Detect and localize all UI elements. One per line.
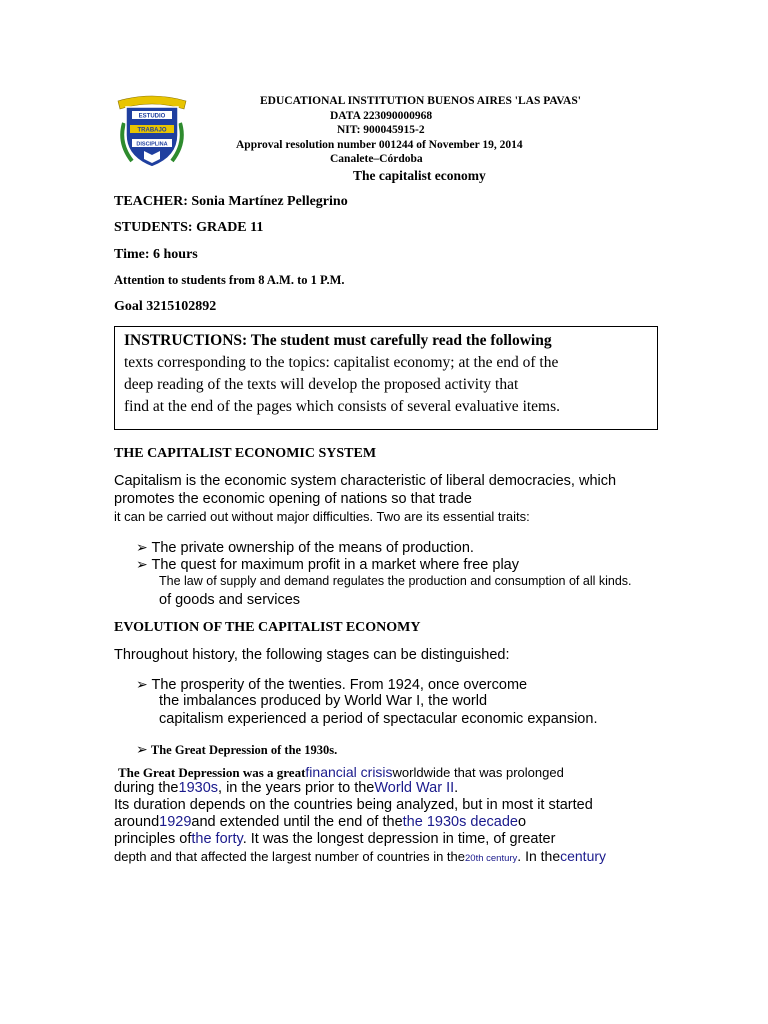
paragraph-line: Its duration depends on the countries being analyzed, but in most it started xyxy=(114,797,593,813)
link-the-forty[interactable]: the forty xyxy=(191,831,243,847)
section-heading-evolution: EVOLUTION OF THE CAPITALIST ECONOMY xyxy=(114,620,421,635)
text-span: principles of xyxy=(114,831,192,847)
goal-line: Goal 3215102892 xyxy=(114,299,217,314)
paragraph-line: it can be carried out without major difficulties. Two are its essential traits: xyxy=(114,509,530,524)
list-item xyxy=(136,676,527,693)
paragraph-line: promotes the economic opening of nations so that trade xyxy=(114,491,472,507)
instructions-line-1: INSTRUCTIONS: The student must carefully read the following xyxy=(124,332,552,349)
text-span: . It was the longest depression in time, of greater xyxy=(242,831,556,847)
paragraph-line xyxy=(114,848,606,864)
text-span: around xyxy=(114,814,160,830)
list-item-continuation: of goods and services xyxy=(159,592,301,608)
logo-word-estudio: ESTUDIO xyxy=(138,113,166,120)
attention-line: Attention to students from 8 A.M. to 1 P.M. xyxy=(114,273,345,287)
subject-title: The capitalist economy xyxy=(353,168,486,183)
text-span: The Great Depression was a great xyxy=(118,765,306,780)
instructions-line-4: find at the end of the pages which consists of several evaluative items. xyxy=(124,398,561,415)
text-span: and extended until the end of the xyxy=(191,814,403,830)
arrow-bullet-icon: ➢ xyxy=(136,676,148,692)
students-line: STUDENTS: GRADE 11 xyxy=(114,220,264,235)
list-item-continuation: capitalism experienced a period of spectacular economic expansion. xyxy=(159,711,598,727)
instructions-line-3: deep reading of the texts will develop the proposed activity that xyxy=(124,376,519,393)
paragraph-line: Capitalism is the economic system characteristic of liberal democracies, which xyxy=(114,473,617,489)
paragraph-line xyxy=(118,764,564,781)
teacher-line: TEACHER: Sonia Martínez Pellegrino xyxy=(114,194,348,209)
logo-word-trabajo: TRABAJO xyxy=(137,127,167,134)
list-item-text: The Great Depression of the 1930s. xyxy=(150,743,338,757)
institution-name: EDUCATIONAL INSTITUTION BUENOS AIRES 'LAS PAVAS' xyxy=(260,95,581,107)
text-span: , in the years prior to the xyxy=(218,780,375,796)
text-span: depth and that affected the largest number of countries in the xyxy=(114,849,465,864)
arrow-bullet-icon: ➢ xyxy=(136,741,148,757)
link-1929[interactable]: 1929 xyxy=(159,814,192,830)
location: Canalete–Córdoba xyxy=(330,153,423,165)
text-span: . xyxy=(454,780,459,796)
school-crest-logo xyxy=(114,93,190,171)
institution-data: DATA 223090000968 xyxy=(330,110,433,122)
logo-word-disciplina: DISCIPLINA xyxy=(136,141,168,148)
arrow-bullet-icon: ➢ xyxy=(136,539,148,555)
list-item-text: The prosperity of the twenties. From 1924, once overcome xyxy=(151,677,528,693)
paragraph-line xyxy=(114,814,526,830)
list-item xyxy=(136,741,337,758)
time-line: Time: 6 hours xyxy=(114,247,198,262)
instructions-line-2: texts corresponding to the topics: capitalist economy; at the end of the xyxy=(124,354,559,371)
institution-nit: NIT: 900045915-2 xyxy=(337,124,425,136)
arrow-bullet-icon: ➢ xyxy=(136,556,148,572)
list-item-text: The private ownership of the means of production. xyxy=(151,540,474,556)
paragraph-line: Throughout history, the following stages can be distinguished: xyxy=(114,647,510,663)
list-item-text: The quest for maximum profit in a market where free play xyxy=(151,557,519,573)
section-heading-capitalist-system: THE CAPITALIST ECONOMIC SYSTEM xyxy=(114,446,377,461)
paragraph-line xyxy=(114,831,555,847)
link-financial-crisis[interactable]: financial crisis xyxy=(305,764,393,780)
list-item-continuation: The law of supply and demand regulates the production and consumption of all kinds. xyxy=(159,574,632,588)
paragraph-line xyxy=(114,780,458,796)
link-1930s-decade[interactable]: the 1930s decade xyxy=(402,814,518,830)
text-span: o xyxy=(517,814,527,830)
link-1930s[interactable]: 1930s xyxy=(178,780,219,796)
list-item xyxy=(136,556,519,573)
text-span: worldwide that was prolonged xyxy=(392,765,564,780)
instructions-box xyxy=(114,326,658,430)
approval-resolution: Approval resolution number 001244 of November 19, 2014 xyxy=(236,139,523,151)
text-span: during the xyxy=(114,780,179,796)
link-20th-century[interactable]: 20th century xyxy=(465,853,518,864)
link-century[interactable]: century xyxy=(560,848,607,864)
text-span: . In the xyxy=(517,848,561,864)
list-item-continuation: the imbalances produced by World War I, the world xyxy=(159,693,488,709)
list-item xyxy=(136,539,474,556)
link-world-war-ii[interactable]: World War II xyxy=(374,780,455,796)
